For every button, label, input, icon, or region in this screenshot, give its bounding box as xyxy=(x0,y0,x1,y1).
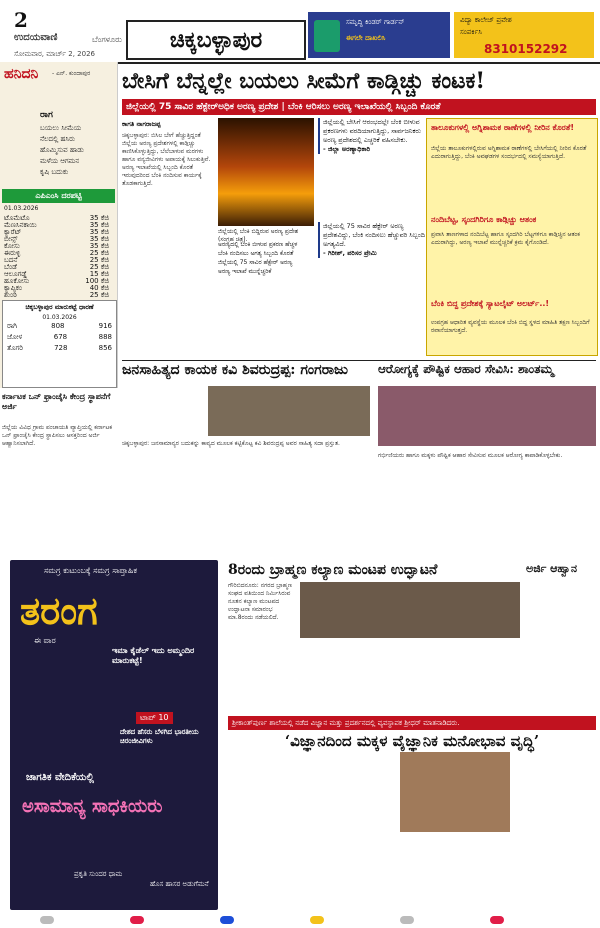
market-price: 100 ಕೆಜಿ xyxy=(85,277,109,285)
nutrition-headline: ಆರೋಗ್ಯಕ್ಕೆ ಪೌಷ್ಟಿಕ ಆಹಾರ ಸೇವಿಸಿ: ಶಾಂತಮ್ಮ xyxy=(378,362,554,376)
bullet-item: ಬೆಂಕಿ ನಂದಿಸಲು ಅಗತ್ಯ ಸಿಬ್ಬಂದಿ ಕೊರತೆ xyxy=(218,250,294,257)
tarang-promo-6: ಹೊಸ ಹಾಸರ ಅಡುಗೆಮನೆ xyxy=(150,880,209,888)
market-price: 40 ಕೆಜಿ xyxy=(89,284,109,292)
market-item: ಹೂಕೋಸು xyxy=(4,277,30,285)
reg-mark xyxy=(220,916,234,924)
caption-strip: ಶ್ರೀಕಾಂತ್‌ಪುರ್ಣ ಶಾಲೆಯಲ್ಲಿ ನಡೆದ ವಿಜ್ಞಾನ ಮತ್ತು ಪ್ರದರ್ಶನದಲ್ಲಿ ವ್ಯವಸ್ಥಾಪಕ ಶ್ರೀಧರ್ ಮಾತನಾಡಿದರು. xyxy=(228,716,596,730)
quote-author: - ಗಿರೀಶ್, ಪರಿಸರ ಪ್ರೇಮಿ xyxy=(323,249,377,257)
tarang-day: ಈ ವಾರ xyxy=(34,636,56,645)
hall-body: ಗೌರಿಬಿದನೂರು: ನಗರದ ಬ್ರಾಹ್ಮಣ ಸಂಘದ ವತಿಯಿಂದ ನಿರ್ಮಿಸಿರುವ ನೂತನ ಕಲ್ಯಾಣ ಮಂಟಪದ ಉದ್ಘಾಟನಾ ಸಮಾರಂಭ ಮಾ.8ರಂದು ನಡೆಯಲಿದೆ. xyxy=(228,582,292,621)
exchange-row xyxy=(3,332,116,343)
market-price: 15 ಕೆಜಿ xyxy=(89,270,109,278)
nutrition-photo xyxy=(378,386,596,446)
ad-banner-right xyxy=(454,12,594,58)
exchange-row xyxy=(3,321,116,332)
dateline: ಸೋಮವಾರ, ಮಾರ್ಚ್ 2, 2026 xyxy=(14,50,96,58)
yellow-body-2: ಪ್ರವಾಸಿ ತಾಣಗಳಾದ ನಂದಿಬೆಟ್ಟ ಹಾಗೂ ಸ್ಕಂದಗಿರಿ ಬೆಟ್ಟಗಳಿಗೂ ಕಾಡ್ಗಿಚ್ಚಿನ ಆತಂಕ ಎದುರಾಗಿದ್ದು, ಅರಣ್ಯ ಇಲಾಖೆ ಮುನ್ನೆಚ್ಚರಿಕೆ ಕ್ರಮ ಕೈಗೊಂಡಿದೆ. xyxy=(431,231,580,246)
forest-fire-photo xyxy=(218,118,314,226)
market-heading: ಎಪಿಎಂಸಿ ದರಪಟ್ಟಿ xyxy=(2,189,115,203)
raga-line: ಮಳೆಯ ಆಗಮನ xyxy=(40,157,80,165)
lead-bullets xyxy=(218,240,314,276)
raga-line: ಹೊಮ್ಮಿಸುವ ಹಾಡು xyxy=(40,146,84,154)
franchise-heading: ಕರ್ನಾಟಕ ಒನ್ ಫ್ರಾಂಚೈಸಿ ಕೇಂದ್ರ ಸ್ಥಾಪನೆಗೆ ಅರ್ಜಿ xyxy=(2,392,111,411)
quote-box-1 xyxy=(318,118,427,154)
market-item: ಮೆಣಸಿನಕಾಯಿ xyxy=(4,221,37,229)
exchange-cell: 888 xyxy=(98,333,112,341)
raga-line: ನೆಲದಲ್ಲಿ ಹಸಿರು xyxy=(40,135,76,143)
franchise-body: ಜಿಲ್ಲೆಯ ವಿವಿಧ ಗ್ರಾಮ ಪಂಚಾಯತಿ ವ್ಯಾಪ್ತಿಯಲ್ಲಿ ಕರ್ನಾಟಕ ಒನ್ ಫ್ರಾಂಚೈಸಿ ಕೇಂದ್ರ ಸ್ಥಾಪಿಸಲು ಆಸಕ್ತರಿಂದ ಅರ್ಜಿ ಆಹ್ವಾನಿಸಲಾಗಿದೆ. xyxy=(2,424,113,447)
market-price: 25 ಕೆಜಿ xyxy=(89,256,109,264)
market-item: ಬದನೆ xyxy=(4,256,18,264)
market-item: ಕೋಸು xyxy=(4,242,20,250)
exchange-cell: 856 xyxy=(98,344,112,352)
sidebar-title: ಹನಿದನಿ xyxy=(4,66,39,82)
exchange-date: 01.03.2026 xyxy=(42,314,77,321)
market-price: 35 ಕೆಜಿ xyxy=(89,242,109,250)
lead-subheadline: ಜಿಲ್ಲೆಯಲ್ಲಿ 75 ಸಾವಿರ ಹೆಕ್ಟೇರ್‌ಅಧಿಕ ಅರಣ್ಯ ಪ್ರದೇಶ | ಬೆಂಕಿ ಆರಿಸಲು ಅರಣ್ಯ ಇಲಾಖೆಯಲ್ಲಿ ಸಿಬ್ಬಂದಿ ಕೊರತೆ xyxy=(122,99,596,115)
market-item: ಕ್ಯಾರೆಟ್ xyxy=(4,228,22,236)
market-item: ಟೊಮೆಟೊ xyxy=(4,214,30,222)
ad-left-line-2: ಈಗಲೇ ದಾಖಲಿಸಿ xyxy=(346,34,386,42)
application-headline: ಅರ್ಜಿ ಆಹ್ವಾನ xyxy=(526,562,578,575)
quote-text: ಜಿಲ್ಲೆಯಲ್ಲಿ 75 ಸಾವಿರ ಹೆಕ್ಟೇರ್ ಅರಣ್ಯ ಪ್ರದೇಶವಿದ್ದು, ಬೆಂಕಿ ನಂದಿಸಲು ಹೆಚ್ಚುವರಿ ಸಿಬ್ಬಂದಿ ಅಗತ್ಯವಿದೆ. xyxy=(323,222,425,248)
nutrition-body: ಗರ್ಭಿಣಿಯರು ಹಾಗೂ ಮಕ್ಕಳು ಪೌಷ್ಟಿಕ ಆಹಾರ ಸೇವಿಸುವ ಮೂಲಕ ಆರೋಗ್ಯ ಕಾಪಾಡಿಕೊಳ್ಳಬೇಕು. xyxy=(378,452,563,459)
reg-mark xyxy=(40,916,54,924)
hall-photo xyxy=(300,582,520,638)
reg-mark xyxy=(130,916,144,924)
exchange-cell: ರಾಗಿ xyxy=(7,322,18,330)
bullet-item: ಜಿಲ್ಲೆಯಲ್ಲಿ 75 ಸಾವಿರ ಹೆಕ್ಟೇರ್ ಅರಣ್ಯ xyxy=(218,259,293,266)
tarang-tagline: ಸಮಗ್ರ ಕುಟುಂಬಕ್ಕೆ ಸಮಗ್ರ ಸಾಪ್ತಾಹಿಕ xyxy=(44,566,138,575)
exchange-cell: 808 xyxy=(51,322,65,330)
exchange-cell: 728 xyxy=(54,344,68,352)
bullet-item: ಅರಣ್ಯದಲ್ಲಿ ಬೆಂಕಿ ಬೀಳುವ ಪ್ರಕರಣ ಹೆಚ್ಚಳ xyxy=(218,241,298,248)
page-number: 2 xyxy=(14,8,28,32)
market-price: 25 ಕೆಜಿ xyxy=(89,263,109,271)
yellow-heading-2: ನಂದಿಬೆಟ್ಟ, ಸ್ಕಂದಗಿರಿಗೂ ಕಾಡ್ಗಿಚ್ಚು ಆತಂಕ xyxy=(431,215,537,224)
sidebar-byline: - ಎನ್. ಕುಂದಾಪುರ xyxy=(52,70,91,77)
ad-right-line-2: ಸಂಪರ್ಕಿಸಿ xyxy=(460,28,482,36)
market-price: 35 ಕೆಜಿ xyxy=(89,228,109,236)
phone-icon xyxy=(314,20,340,52)
market-item: ಈರುಳ್ಳಿ xyxy=(4,249,21,257)
science-headline: ‘ವಿಜ್ಞಾನದಿಂದ ಮಕ್ಕಳ ವೈಜ್ಞಾನಿಕ ಮನೋಭಾವ ವೃದ್ಧಿ’ xyxy=(284,732,540,750)
yellow-body-1: ಜಿಲ್ಲೆಯ ತಾಲೂಕುಗಳಲ್ಲಿರುವ ಅಗ್ನಿಶಾಮಕ ಠಾಣೆಗಳಲ್ಲಿ ಬೇಸಿಗೆಯಲ್ಲಿ ನೀರಿನ ಕೊರತೆ ಎದುರಾಗುತ್ತಿದ್ದು, ಬೆಂಕಿ ಅವಘಡಗಳ ಸಂದರ್ಭದಲ್ಲಿ ಸಮಸ್ಯೆಯಾಗುತ್ತಿದೆ. xyxy=(431,145,587,160)
brand-city: ಬೆಂಗಳೂರು xyxy=(92,35,122,44)
exchange-box xyxy=(2,300,117,388)
lead-body: ಚಿಕ್ಕಬಳ್ಳಾಪುರ: ಬಿಸಿಲ ಬೇಗೆ ಹೆಚ್ಚುತ್ತಿದ್ದಂತೆ ಜಿಲ್ಲೆಯ ಅರಣ್ಯ ಪ್ರದೇಶಗಳಲ್ಲಿ ಕಾಡ್ಗಿಚ್ಚು ಕಾಣಿಸಿಕೊಳ್ಳುತ್ತಿದ್ದು, ಬೆಲೆಬಾಳುವ ಮರಗಳು ಹಾಗೂ ವನ್ಯಜೀವಿಗಳು ಅಪಾಯಕ್ಕೆ ಸಿಲುಕುತ್ತಿವೆ. ಅರಣ್ಯ ಇಲಾಖೆಯಲ್ಲಿ ಸಿಬ್ಬಂದಿ ಕೊರತೆ ಇರುವುದರಿಂದ ಬೆಂಕಿ ನಂದಿಸುವ ಕಾರ್ಯಕ್ಕೆ ತೊಡಕಾಗುತ್ತಿದೆ. xyxy=(122,132,211,187)
exchange-cell: 678 xyxy=(53,333,68,341)
tarang-promo-2: ದೇಶದ ಹೆಸರು ಬೆಳಗಿದ ಭಾರತೀಯ ಚಿರಂಜೀವಿಗಳು xyxy=(120,728,199,745)
market-item: ಬೀನ್ಸ್ xyxy=(4,235,18,243)
quote-box-2 xyxy=(318,222,427,258)
exchange-cell: ತೊಗರಿ xyxy=(7,344,23,352)
yellow-heading-1: ತಾಲೂಕುಗಳಲ್ಲಿ ಅಗ್ನಿಶಾಮಕ ಠಾಣೆಗಳಲ್ಲಿ ನೀರಿನ ಕೊರತೆ! xyxy=(431,123,574,132)
reg-mark xyxy=(490,916,504,924)
reg-mark xyxy=(310,916,324,924)
exchange-cell: ಜೋಳ xyxy=(7,333,23,341)
market-date: 01.03.2026 xyxy=(4,205,39,212)
raga-heading: ರಾಗ xyxy=(40,110,53,120)
exchange-heading: ಚಿಕ್ಕಬಳ್ಳಾಪುರ ಮಾರುಕಟ್ಟೆ ಧಾರಣೆ xyxy=(25,303,94,311)
tarang-top10: ಟಾಪ್ 10 xyxy=(136,712,173,724)
market-price: 35 ಕೆಜಿ xyxy=(89,214,109,222)
poet-headline: ಜನಸಾಹಿತ್ಯದ ಕಾಯಕ ಕವಿ ಶಿವರುದ್ರಪ್ಪ: ಗಂಗರಾಜು xyxy=(122,362,348,378)
market-price: 25 ಕೆಜಿ xyxy=(89,249,109,257)
yellow-heading-3: ಬೆಂಕಿ ಬಿದ್ದ ಪ್ರದೇಶಕ್ಕೆ ಸ್ಯಾಟಲೈಟ್ ಅಲರ್ಟ್..! xyxy=(431,299,550,308)
ad-banner-left xyxy=(308,12,450,58)
market-item: ಕ್ಯಾಪ್ಸಿಕಂ xyxy=(4,284,22,292)
photo-caption: ಜಿಲ್ಲೆಯಲ್ಲಿ ಬೆಂಕಿ ಬಿದ್ದಿರುವ ಅರಣ್ಯ ಪ್ರದೇಶ (ಸಂಗ್ರಹ ಚಿತ್ರ). xyxy=(218,228,299,243)
market-price: 35 ಕೆಜಿ xyxy=(89,235,109,243)
exchange-rows xyxy=(3,321,116,354)
event-photo xyxy=(208,386,370,436)
section-divider xyxy=(122,360,596,361)
market-price: 25 ಕೆಜಿ xyxy=(89,291,109,299)
tarang-promo-5: ಪ್ರಕೃತಿ ಸುಂದರ ಧಾಮ xyxy=(74,870,123,878)
tarang-promo-4: ಅಸಾಮಾನ್ಯ ಸಾಧಕಿಯರು xyxy=(22,796,163,817)
reg-mark xyxy=(400,916,414,924)
market-item: ಶುಂಠಿ xyxy=(4,291,17,299)
print-marks xyxy=(0,912,600,928)
raga-line: ಕೃಷಿ ಬದುಕು xyxy=(40,168,69,176)
ad-right-line-1: ವಿದ್ಯಾ ಕಾಲೇಜ್ ಪ್ರವೇಶ xyxy=(460,16,512,24)
lead-byline: ಕಾಗತಿ ನಾಗರಾಜಪ್ಪ xyxy=(122,120,161,128)
poet-body: ಚಿಕ್ಕಬಳ್ಳಾಪುರ: ಜನಸಾಮಾನ್ಯರ ಬದುಕನ್ನು ಕಾವ್ಯದ ಮೂಲಕ ಕಟ್ಟಿಕೊಟ್ಟ ಕವಿ ಶಿವರುದ್ರಪ್ಪ ಅವರ ಸಾಹಿತ್ಯ ಸದಾ ಪ್ರಸ್ತುತ. xyxy=(122,440,340,447)
tarang-title: ತರಂಗ xyxy=(20,588,98,633)
market-item: ಬೆಂಡೆ xyxy=(4,263,17,271)
exchange-row xyxy=(3,343,116,354)
bullet-item: ಅರಣ್ಯ ಇಲಾಖೆ ಮುನ್ನೆಚ್ಚರಿಕೆ xyxy=(218,268,272,275)
raga-line: ಬಯಲು ಸೀಮೆಯ xyxy=(40,124,82,132)
hall-inauguration-headline: 8ರಂದು ಬ್ರಾಹ್ಮಣ ಕಲ್ಯಾಣ ಮಂಟಪ ಉದ್ಘಾಟನೆ xyxy=(228,562,438,578)
tarang-promo-1: ಇಮಾ ಕೈಡೆಲ್ ಇದು ಅಮ್ಮಂದಿರ ಮಾರುಕಟ್ಟೆ! xyxy=(112,646,195,665)
edition-title: ಚಿಕ್ಕಬಳ್ಳಾಪುರ xyxy=(126,20,306,60)
ad-phone-number: 8310152292 xyxy=(484,42,568,56)
market-item: ಆಲೂಗಡ್ಡೆ xyxy=(4,270,27,278)
brand-name: ಉದಯವಾಣಿ xyxy=(14,32,58,43)
tarang-promo-3: ಜಾಗತಿಕ ವೇದಿಕೆಯಲ್ಲಿ xyxy=(26,772,94,783)
ad-left-line-1: ಸಮೃದ್ಧಿ ಕಿಂಡರ್ ಗಾರ್ಡನ್ xyxy=(346,18,405,26)
market-price: 35 ಕೆಜಿ xyxy=(89,221,109,229)
quote-author: - ಜಿಲ್ಲಾ ಅರಣ್ಯಾಧಿಕಾರಿ xyxy=(323,145,371,153)
science-photo xyxy=(400,752,510,832)
sidebar-box-yellow xyxy=(426,118,598,356)
market-row xyxy=(4,291,113,300)
yellow-body-3: ಉಪಗ್ರಹ ಆಧಾರಿತ ವ್ಯವಸ್ಥೆಯ ಮೂಲಕ ಬೆಂಕಿ ಬಿದ್ದ ಸ್ಥಳದ ಮಾಹಿತಿ ತಕ್ಷಣ ಸಿಬ್ಬಂದಿಗೆ ರವಾನೆಯಾಗುತ್ತದೆ. xyxy=(431,319,590,334)
lead-headline: ಬೇಸಿಗೆ ಬೆನ್ನಲ್ಲೇ ಬಯಲು ಸೀಮೆಗೆ ಕಾಡ್ಗಿಚ್ಚು ಕಂಟಕ! xyxy=(122,68,486,94)
quote-text: ಜಿಲ್ಲೆಯಲ್ಲಿ ಬೇಸಿಗೆ ಆರಂಭದಲ್ಲೇ ಬೆಂಕಿ ಬೀಳುವ ಪ್ರಕರಣಗಳು ವರದಿಯಾಗುತ್ತಿದ್ದು, ಸಾರ್ವಜನಿಕರು ಅರಣ್ಯ ಪ್ರದೇಶದಲ್ಲಿ ಎಚ್ಚರಿಕೆ ವಹಿಸಬೇಕು. xyxy=(323,118,421,144)
exchange-cell: 916 xyxy=(98,322,112,330)
